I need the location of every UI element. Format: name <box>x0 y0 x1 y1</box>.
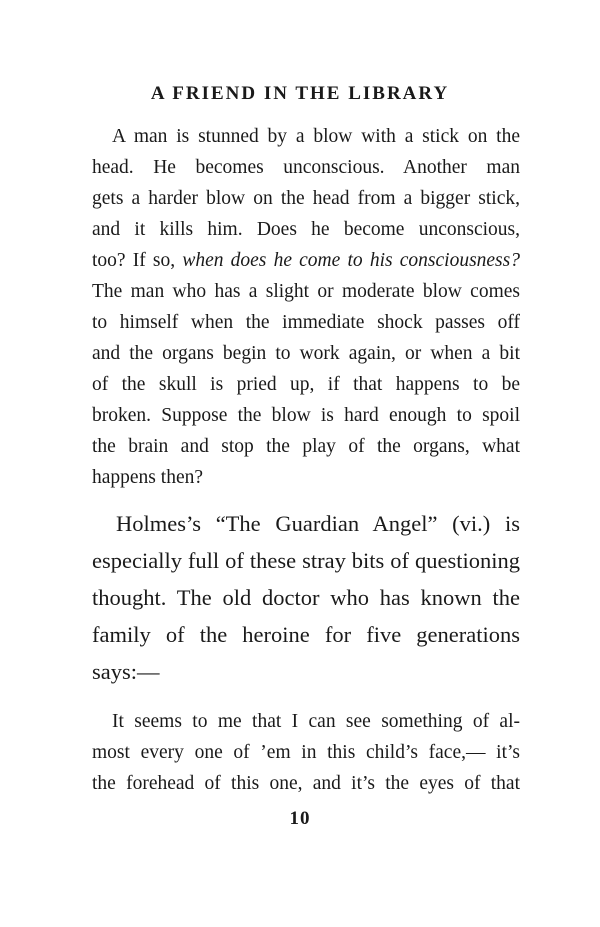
text-line: happens then? <box>92 467 204 488</box>
text-line: family of the heroine for five generations <box>92 622 520 647</box>
page-number: 10 <box>289 808 311 829</box>
text-line: to himself when the immediate shock passes off <box>92 312 520 333</box>
text-line: broken. Suppose the blow is hard enough to spoil <box>92 405 520 426</box>
quoted-passage-1 <box>92 121 520 493</box>
text-line: says:— <box>92 659 160 684</box>
italic-phrase: when does he come to his consciousness? <box>182 250 520 271</box>
text-line: head. He becomes unconscious. Another man <box>92 157 520 178</box>
text-line: gets a harder blow on the head from a bigger stick, <box>92 188 520 209</box>
text-line: A man is stunned by a blow with a stick on the <box>112 126 520 147</box>
text-line: most every one of ’em in this child’s face,— it’s <box>92 742 520 763</box>
text-line: of the skull is pried up, if that happens to be <box>92 374 520 395</box>
text-line: and it kills him. Does he become unconscious, <box>92 219 520 240</box>
body-paragraph <box>92 505 520 690</box>
text-line: and the organs begin to work again, or when a bit <box>92 343 520 364</box>
text-line-with-italic <box>92 245 520 276</box>
text-run: too? If so, <box>92 250 183 271</box>
text-line: The man who has a slight or moderate blow comes <box>92 281 520 302</box>
text-line: especially full of these stray bits of questioning <box>92 548 520 573</box>
text-line: It seems to me that I can see something of al- <box>112 711 520 732</box>
text-line: the forehead of this one, and it’s the eyes of that <box>92 773 520 794</box>
text-line: the brain and stop the play of the organs, what <box>92 436 520 457</box>
text-line: thought. The old doctor who has known the <box>92 585 520 610</box>
quoted-passage-2 <box>92 706 520 799</box>
text-line: Holmes’s “The Guardian Angel” (vi.) is <box>116 511 520 536</box>
running-head: A FRIEND IN THE LIBRARY <box>150 83 450 104</box>
